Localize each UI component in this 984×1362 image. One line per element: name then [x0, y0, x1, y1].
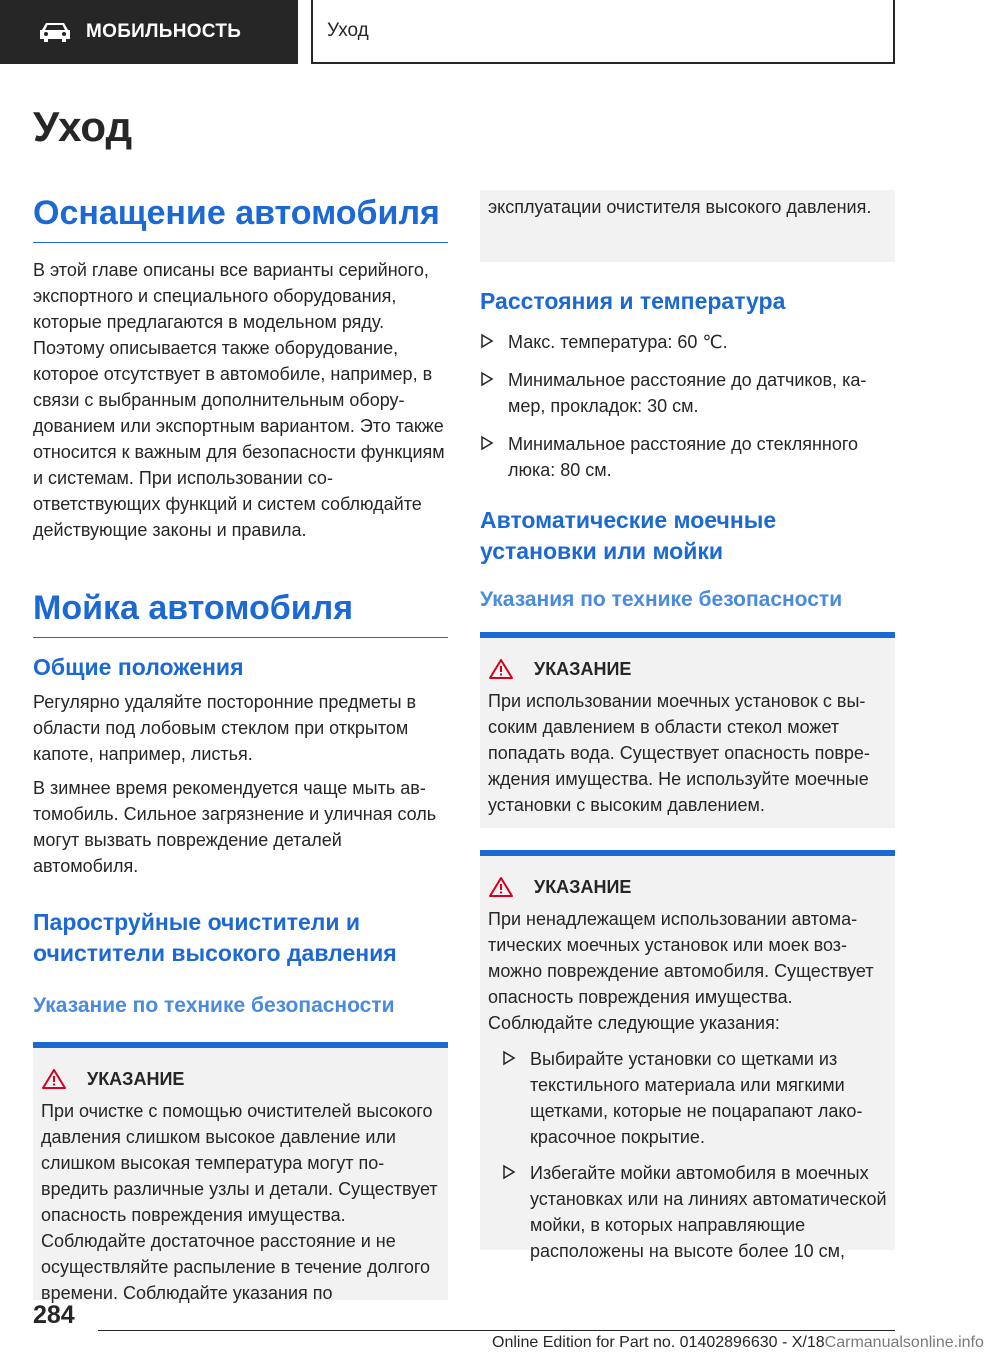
footer-edition: [492, 1334, 984, 1352]
list-item: [480, 329, 895, 355]
header-chapter-tab: [311, 0, 895, 64]
notice-header: [480, 652, 895, 686]
list-item-text: Макс. температура: 60 ℃.: [508, 332, 728, 352]
page-title: Уход: [33, 103, 133, 150]
list-item: [480, 431, 895, 483]
notice-text: При ненадлежащем использовании автоматических моечных установок или моек возможно повреждение автомобиля. Существует опасность повреждения имущества. Соблюдайте следующие указания:: [488, 909, 874, 1033]
list-item-text: Минимальное расстояние до датчиков, камер, прокладок: 30 см.: [508, 370, 867, 416]
header-section-tab: [0, 0, 298, 64]
car-icon: [38, 21, 72, 43]
triangle-bullet-icon: [480, 331, 494, 351]
watermark-text: Carmanualsonline.info: [824, 1334, 984, 1351]
chapter-title: Уход: [327, 20, 369, 41]
paragraph-general-2: В зимнее время рекомендуется чаще мыть автомобиль. Сильное загрязнение и уличная соль могут вызвать повреждение деталей автомобиля.: [33, 778, 437, 876]
triangle-bullet-icon: [480, 369, 494, 389]
warning-triangle-icon: [488, 876, 514, 898]
list-item: [502, 1046, 889, 1150]
notice-continuation-text: эксплуатации очистителя высокого давления.: [488, 197, 872, 217]
warning-triangle-icon: [488, 658, 514, 680]
notice-label: УКАЗАНИЕ: [534, 876, 632, 897]
warning-triangle-icon: [41, 1068, 67, 1090]
edition-text: Online Edition for Part no. 01402896630 - X/18: [492, 1334, 825, 1351]
distance-list: [480, 329, 895, 483]
notice-box: [33, 1042, 448, 1303]
left-column: [33, 190, 448, 1303]
paragraph-equipment: В этой главе описаны все варианты серийного, экспортного и специального оборудования, которые предлагаются в модельном ряду. Поэтому описывается также оборудование, которое отсутствует в автомобиле, например, в связи с выбранным дополнительным оборудованием или экспортным вариантом. Это также относится к важным для безопасности функциям и системам. При использовании соответствующих функций и систем соблюдайте действующие законы и правила.: [33, 260, 445, 540]
list-item: [480, 367, 895, 419]
heading-distance-temperature: Расстояния и температура: [480, 288, 786, 314]
triangle-bullet-icon: [502, 1162, 516, 1182]
notice-label: УКАЗАНИЕ: [87, 1068, 185, 1089]
notice-box-1: [480, 632, 895, 828]
notice-header: [480, 870, 895, 904]
heading-steam-cleaners: Пароструйные очистители и очистители высокого давления: [33, 909, 397, 966]
section-title: МОБИЛЬНОСТЬ: [86, 21, 242, 42]
list-item: [502, 1160, 889, 1264]
triangle-bullet-icon: [502, 1048, 516, 1068]
triangle-bullet-icon: [480, 433, 494, 453]
notice-header: [33, 1062, 448, 1096]
list-item-text: Избегайте мойки автомобиля в моечных установках или на линиях автоматической мойки, в которых направляющие расположены на высоте более 10 см,: [530, 1163, 887, 1261]
heading-safety-note: Указание по технике безопасности: [33, 994, 395, 1017]
notice-list: [480, 1046, 895, 1264]
heading-car-wash: Мойка автомобиля: [33, 585, 448, 638]
notice-text: При очистке с помощью очистителей высокого давления слишком высокое давление или слишком высокая температура могут повредить различные узлы и детали. Существует опасность повреждения имущества. Соблюдайте достаточное расстояние и не осуществляйте распыление в течение долгого времени. Соблюдайте указания по: [41, 1101, 438, 1303]
page-number: 284: [33, 1301, 75, 1329]
notice-box-2: [480, 850, 895, 1261]
heading-automatic-washes: Автоматические моечные установки или мойки: [480, 507, 777, 564]
paragraph-general-1: Регулярно удаляйте посторонние предметы в области под лобовым стеклом при открытом капоте, например, листья.: [33, 692, 417, 764]
list-item-text: Минимальное расстояние до стеклянного люка: 80 см.: [508, 434, 859, 480]
list-item-text: Выбирайте установки со щетками из текстильного материала или мягкими щетками, которые не поцарапают лакокрасочное покрытие.: [530, 1049, 863, 1147]
footer-divider: [98, 1330, 895, 1331]
notice-text: При использовании моечных установок с высоким давлением в области стекол может попадать вода. Существует опасность повреждения имущества. Не используйте моечные установки с высоким давлением.: [488, 691, 870, 815]
heading-general: Общие положения: [33, 654, 244, 680]
notice-label: УКАЗАНИЕ: [534, 658, 632, 679]
heading-equipment: Оснащение автомобиля: [33, 190, 448, 243]
notice-continuation: [480, 190, 895, 262]
heading-safety-notes: Указания по технике безопасности: [480, 588, 843, 611]
right-column: [480, 190, 895, 1261]
